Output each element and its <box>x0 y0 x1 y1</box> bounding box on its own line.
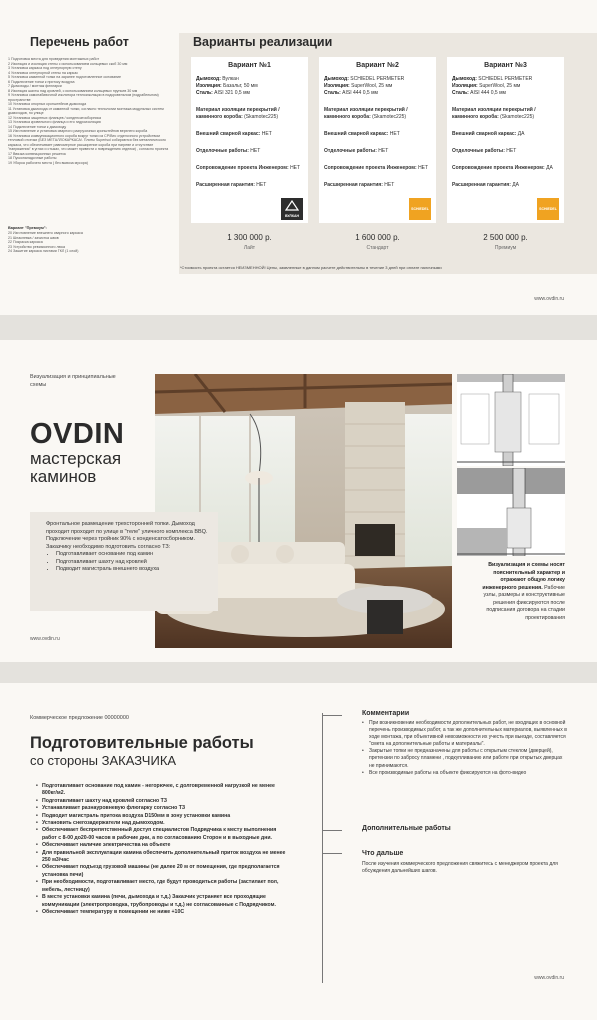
description-text: Фронтальное размещение трехсторонней топки. Дымоход проходит проходит по улице в "теле" уличного комплекса BBQ. Подключение через тройник 90% с конденсатосборником. <box>46 521 208 542</box>
premium-work-item: 24 Зашитие каркаса листами ГКЛ (1 слой) <box>8 249 79 253</box>
comments-list <box>362 720 567 777</box>
price-value: 2 500 000 р. <box>483 233 528 242</box>
work-item: 7 Дымоходы / монтаж флюгарки <box>8 84 62 88</box>
customer-task-list <box>56 551 208 574</box>
warranty-row: Расширенная гарантия: НЕТ <box>196 182 267 188</box>
vulkan-logo: ВУЛКАН <box>281 198 303 220</box>
finish-row: Отделочные работы: НЕТ <box>452 148 517 154</box>
work-item: 11 Установка дымохода от каминной топки, согласно технологии монтажа модульных систем дымоходов, по улице <box>8 106 164 115</box>
customer-task-item: • Подводит магистраль внешнего воздуха <box>56 566 208 574</box>
insulation-row: Изоляция: SuperWool, 25 мм <box>324 83 393 89</box>
frame-row: Внешний сварной каркас: НЕТ <box>324 131 400 137</box>
variant-heading: Вариант №3 <box>484 62 527 69</box>
premium-work-item: 23 Устройство ревизионного люка <box>8 244 66 249</box>
work-item: 9 Установка самонабивочной изолятора теплоизоляции в подкровельном (подрабельном) пространстве <box>8 93 159 102</box>
work-item: 3 Установка каркаса под огнеупорную стену <box>8 66 82 70</box>
chimney-row: Дымоход: SCHIEDEL PERMETER <box>324 76 405 82</box>
work-item: 16 Установка коммуникационного короба вокруг топки из CP/Вес отделочного устройством тепловой отсечки (БЕЗ МЕТАЛЛОКАРКАСА!. Плиты Superisol собираются без металлического каркаса, что обеспечивает равномерное расширение короба при нагреве и отсутствие "напряжения" в углах и стыках, что может привести к повреждению отделки) , согласно проекта <box>8 133 169 151</box>
work-item: 17 Ввязка конвекционных решеток <box>8 151 66 156</box>
preparation-item: • Обеспечивает беспрепятственный доступ специалистов Подрядчика к месту выполнения работ с 8-00 до20-00 часов в рабочие дни, а по согласованию Сторон и в выходные дни. <box>36 827 286 842</box>
page-title: Подготовительные работы <box>30 734 254 752</box>
work-item: 6 Подключение топки к притоку воздуха <box>8 79 75 84</box>
work-item: 19 Уборка рабочего места ( без вывоза мусора) <box>8 160 88 165</box>
timeline-tick <box>322 830 342 831</box>
support-row: Сопровождение проекта Инженером: ДА <box>452 165 553 171</box>
ins-material-row: Материал изоляции перекрытий / каминного короба: (Skamotec225) <box>452 107 536 120</box>
price-tier: Лайт <box>243 245 256 251</box>
timeline-tick <box>322 853 342 854</box>
premium-works-title: Вариант "Премиум": <box>8 226 47 230</box>
price-note: *Стоимость проекта остается НЕИЗМЕННОЙ! Цены, заявленные в данном расчете действительны в течение 3 дней при оплате наличными <box>180 265 442 270</box>
brand-tagline: мастерская каминов <box>30 449 122 486</box>
next-steps-title: Что дальше <box>362 850 404 857</box>
work-item: 12 Установка защитных фланцев / конденсатосборника <box>8 115 101 120</box>
work-item: 18 Пусконаладочные работы <box>8 156 57 160</box>
variant-heading: Вариант №2 <box>356 62 399 69</box>
work-item: 8 Изоляция шахты над кровлей, с использованием кольцевых пруньев 30 мм <box>8 88 138 93</box>
next-steps-text: После изучения коммерческого предложения свяжитесь с менеджером проекта для обсуждения дальнейших шагов. <box>362 861 558 875</box>
premium-work-item: 22 Покраска каркаса <box>8 240 43 244</box>
preparation-item: • Обеспечивает подъезд грузовой машины (не далее 20 м от помещения, где предполагается установка печи) <box>36 864 286 879</box>
works-list <box>8 57 176 165</box>
proposal-code: Коммерческое предложение 00000000 <box>30 715 129 721</box>
site-url[interactable]: www.ovdin.ru <box>534 975 564 981</box>
chimney-row: Дымоход: Вулкан <box>196 76 239 82</box>
price-value: 1 300 000 р. <box>227 233 272 242</box>
support-row: Сопровождение проекта Инженером: НЕТ <box>324 165 429 171</box>
section-subtitle: Визуализация и принципиальные схемы <box>30 374 116 388</box>
preparation-item: • Устанавливает разнауровневую флюгарку согласно ТЗ <box>36 805 286 812</box>
customer-task-item: • Подготавливает основание под камин <box>56 551 208 559</box>
work-item: 4 Установка огнеупорной стены на каркас <box>8 70 79 75</box>
ins-material-row: Материал изоляции перекрытий / каминного короба: (Skamotec225) <box>324 107 408 120</box>
finish-row: Отделочные работы: НЕТ <box>196 148 261 154</box>
preparation-list <box>36 783 286 916</box>
support-row: Сопровождение проекта Инженером: НЕТ <box>196 165 301 171</box>
ins-material-row: Материал изоляции перекрытий / каминного короба: (Skamotec225) <box>196 107 280 120</box>
chimney-row: Дымоход: SCHIEDEL PERMETER <box>452 76 533 82</box>
work-item: 15 Изготовление и установка сварного разгрузочных кронштейнов верхнего короба <box>8 129 148 133</box>
site-url[interactable]: www.ovdin.ru <box>534 296 564 302</box>
variant-card-3 <box>447 57 564 223</box>
timeline-line <box>322 713 323 983</box>
brand-name: OVDIN <box>30 418 125 450</box>
preparation-item: • При необходимости, подготавливает место, где будут проводиться работы (застилает пол, мебель, лестницу) <box>36 879 286 894</box>
variant-card-2 <box>319 57 436 223</box>
price-tier: Стандарт <box>366 245 389 251</box>
finish-row: Отделочные работы: НЕТ <box>324 148 389 154</box>
price-block-2 <box>319 233 436 251</box>
work-item: 14 Подключение топки к дымоходу <box>8 124 67 129</box>
description-box <box>30 512 218 611</box>
premium-work-item: 20 Изготовление внешнего сварного каркаса <box>8 231 83 235</box>
preparation-item: • Обеспечивает наличие электричества на объекте <box>36 842 286 849</box>
variants-title: Варианты реализации <box>193 35 333 49</box>
steel-row: Сталь: AISI 444 0,5 мм <box>452 90 506 96</box>
work-item: 2 Изоляция и изоляция стены с использованием кольцевых скоб 30 мм <box>8 61 128 66</box>
preparation-page <box>0 683 597 1020</box>
comment-item: • При возникновении необходимости дополнительных работ, не входящих в основной перечень производимых работ, а так же дополнительных материалов, выявленных в ходе монтажа, при объективной невозможности их учесть при выезде, составляется "смета на дополнительные работы и материалы". <box>362 720 567 748</box>
extra-works-title: Дополнительные работы <box>362 825 451 832</box>
price-tier: Премиум <box>494 245 517 251</box>
warranty-row: Расширенная гарантия: ДА <box>452 182 519 188</box>
variant-heading: Вариант №1 <box>228 62 271 69</box>
work-item: 5 Установка каминной топки на заранее подготовленное основание <box>8 75 122 79</box>
preparation-item: • В месте установки камина (печи, дымохода и т.д.) Заказчик устраняет все проходящие коммуникации (электропроводка, трубопроводы и т.д.) не согласованные с Подрядчиком. <box>36 894 286 909</box>
premium-works-list <box>8 231 176 254</box>
preparation-item: • Для правильной эксплуатации камина обеспечить дополнительный приток воздуха не менее 250 м3/час <box>36 850 286 865</box>
frame-row: Внешний сварной каркас: ДА <box>452 131 525 137</box>
warranty-row: Расширенная гарантия: НЕТ <box>324 182 395 188</box>
work-item: 1 Подготовка места для проведения монтажных работ <box>8 57 100 61</box>
price-page <box>0 0 597 315</box>
schiedel-logo: SCHIEDEL <box>537 198 559 220</box>
premium-work-item: 21 Шпаклевка / зачистка швов <box>8 235 59 240</box>
variant-card-1 <box>191 57 308 223</box>
work-item: 13 Установка кровельного фланца и его гидроизоляция <box>8 120 101 124</box>
price-value: 1 600 000 р. <box>355 233 400 242</box>
works-title: Перечень работ <box>30 35 129 49</box>
price-block-3 <box>447 233 564 251</box>
customer-task-text: Заказчику необходимо подготовить согласно ТЗ: <box>46 543 171 550</box>
preparation-item: • Обеспечивает температуру в помещении не ниже +10С <box>36 909 286 916</box>
frame-row: Внешний сварной каркас: НЕТ <box>196 131 272 137</box>
preparation-item: • Подводит магистраль притока воздуха D150мм в зону установки камина <box>36 813 286 820</box>
insulation-row: Изоляция: Базальт, 50 мм <box>196 83 258 89</box>
steel-row: Сталь: AISI 321 0,5 мм <box>196 90 250 96</box>
visualization-page <box>0 340 597 662</box>
comments-title: Комментарии <box>362 710 410 717</box>
site-url[interactable]: www.ovdin.ru <box>30 636 60 642</box>
insulation-row: Изоляция: SuperWool, 25 мм <box>452 83 521 89</box>
comment-item: • Все производимые работы на объекте фиксируются на фото-видео <box>362 770 567 777</box>
schiedel-logo: SCHIEDEL <box>409 198 431 220</box>
comment-item: • Закрытые топки не предназначены для работы с открытым стеклом (дверцей), претензии по заброcу пламени , подкупливанию или работе при открытых дверцах не принимаются. <box>362 748 567 769</box>
section-scheme-top <box>457 374 565 466</box>
preparation-item: • Установить снегозадержатели над дымоходом. <box>36 820 286 827</box>
scheme-caption: Визуализация и схемы носят пояснительный характер и отражают общую логику инженерного решения. Рабочие узлы, размеры и конструктивные решения фиксируются после подписания договора на стадии проектирования <box>482 562 565 621</box>
preparation-item: • Подготавливает основание под камин - негорючее, с долговременной нагрузкой не менее 800кг/м2. <box>36 783 286 798</box>
steel-row: Сталь: AISI 444 0,5 мм <box>324 90 378 96</box>
preparation-item: • Подготавливает шахту над кровлей согласно ТЗ <box>36 798 286 805</box>
customer-task-item: • Подготавливает шахту над кровлей <box>56 559 208 567</box>
price-block-1 <box>191 233 308 251</box>
timeline-tick <box>322 715 342 716</box>
work-item: 10 Установка опорных кронштейнов дымохода <box>8 102 87 106</box>
page-subtitle: со стороны ЗАКАЗЧИКА <box>30 753 177 768</box>
section-scheme-bottom <box>457 468 565 556</box>
premium-works <box>8 226 176 254</box>
